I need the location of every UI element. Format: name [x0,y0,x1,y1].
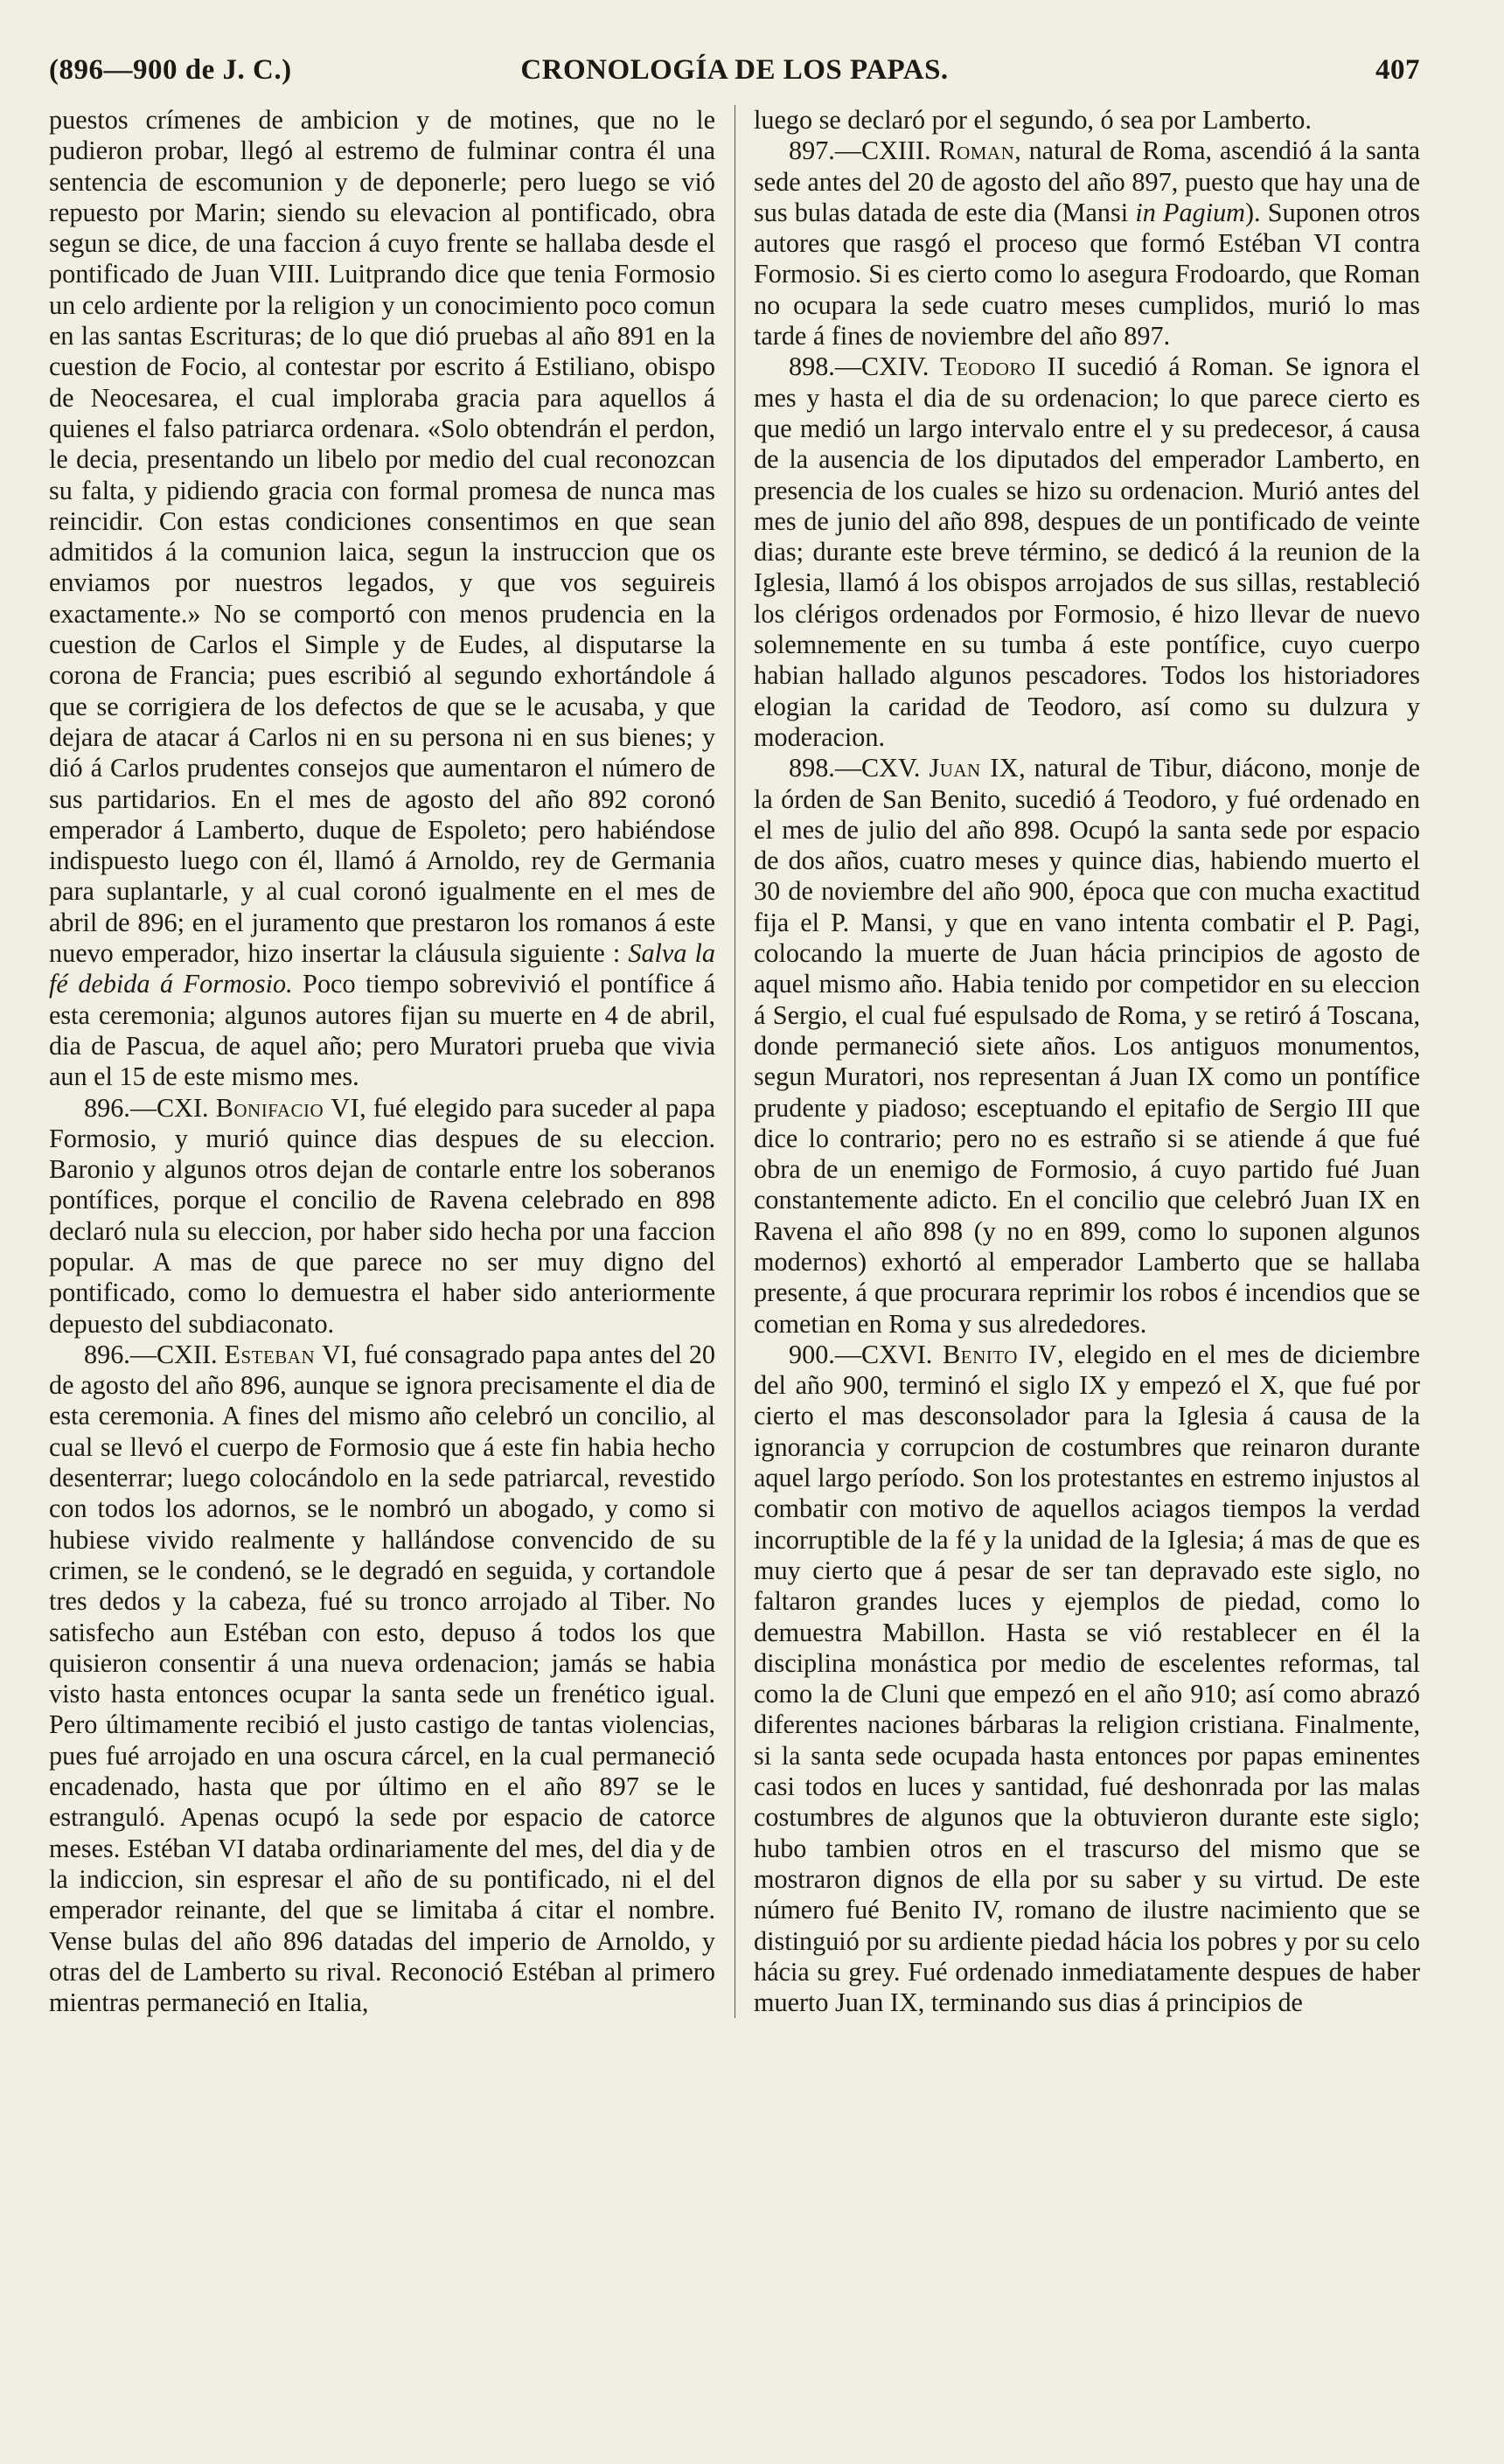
entry-juan-ix: 898.—CXV. Juan IX, natural de Tibur, diácono, monje de la órden de San Benito, sucedió á Teodoro, y fué ordenado en el mes de julio del año 898. Ocupó la santa sede por espacio de dos años, cuatro meses y quince dias, habiendo muerto el 30 de noviembre del año 900, época que con mucha exactitud fija el P. Mansi, y que en vano intenta combatir el P. Pagi, colocando la muerte de Juan hácia principios de agosto de aquel mismo año. Habia tenido por competidor en su eleccion á Sergio, el cual fué espulsado de Roma, y se retiró á Toscana, donde permaneció siete años. Los antiguos monumentos, segun Muratori, nos representan á Juan IX como un pontífice prudente y piadoso; esceptuando el epitafio de Sergio III que dice lo contrario; pero no es estraño si se atiende á que fué obra de un enemigo de Formosio, á cuyo partido fué Juan constantemente adicto. En el concilio que celebró Juan IX en Ravena el año 898 (y no en 899, como lo suponen algunos modernos) exhortó al emperador Lamberto que se hallaba presente, á que procurara reprimir los robos é incendios que se cometian en Roma y sus alrededores. [754,753,1421,1339]
header-title: CRONOLOGÍA DE LOS PAPAS. [520,54,949,86]
entry-roman: 897.—CXIII. Roman, natural de Roma, ascendió á la santa sede antes del 20 de agosto del año 897, puesto que hay una de sus bulas datada de este dia (Mansi in Pagium). Suponen otros autores que rasgó el proceso que formó Estéban VI contra Formosio. Si es cierto como lo asegura Frodoardo, que Roman no ocupara la sede cuatro meses cumplidos, murió lo mas tarde á fines de noviembre del año 897. [754,136,1421,352]
pope-name: Bonifacio VI [215,1092,360,1123]
text-columns [49,105,1420,2018]
entry-teodoro-ii: 898.—CXIV. Teodoro II sucedió á Roman. Se ignora el mes y hasta el dia de su ordenacion; lo que parece cierto es que medió un largo intervalo entre el y su predecesor, á causa de la ausencia de los diputados del emperador Lamberto, en presencia de los cuales se hizo su ordenacion. Murió antes del mes de junio del año 898, despues de un pontificado de veinte dias; durante este breve término, se dedicó á la reunion de la Iglesia, llamó á los obispos arrojados de sus sillas, restableció los clérigos ordenados por Formosio, é hizo llevar de nuevo solemnemente en su tumba á este pontífice, cuyo cuerpo habian hallado algunos pescadores. Todos los historiadores elogian la caridad de Teodoro, así como su dulzura y moderacion. [754,352,1420,752]
pope-name: Teodoro II [940,352,1066,382]
paragraph-formosio: puestos crímenes de ambicion y de motines, que no le pudieron probar, llegó al estremo de fulminar contra él una sentencia de escomunion y de deponerle; pero luego se vió repuesto por Marin; siendo su elevacion al pontificado, obra segun se dice, de una faccion á cuyo frente se hallaba desde el pontificado de Juan VIII. Luitprando dice que tenia Formosio un celo ardiente por la religion y un conocimiento poco comun en las santas Escrituras; de lo que dió pruebas al año 891 en la cuestion de Focio, al contestar por escrito á Estiliano, obispo de Neocesarea, el cual imploraba gracia para aquellos á quienes el falso patriarca ordenara. «Solo obtendrán el perdon, le decia, presentando un libelo por medio del cual reconozcan su falta, y pidiendo gracia con formal promesa de nunca mas reincidir. Con estas condiciones consentimos en que sean admitidos á la comunion laica, segun la instruccion que os enviamos por nuestros legados, y que vos seguireis exactamente.» No se comportó con menos prudencia en la cuestion de Carlos el Simple y de Eudes, al disputarse la corona de Francia; pues escribió al segundo exhortándole á que se corrigiera de los defectos de que se le acusaba, y que dejara de atacar á Carlos ni en su persona ni en sus bienes; y dió á Carlos prudentes consejos que aumentaron el número de sus partidarios. En el mes de agosto del año 892 coronó emperador á Lamberto, duque de Espoleto; pero habiéndose indispuesto luego con él, llamó á Arnoldo, rey de Germania para suplantarle, y al cual coronó igualmente en el mes de abril de 896; en el juramento que prestaron los romanos á este nuevo emperador, hizo insertar la cláusula siguiente : Salva la fé debida á Formosio. Poco tiempo sobrevivió el pontífice á esta ceremonia; algunos autores fijan su muerte en 4 de abril, dia de Pascua, de aquel año; pero Muratori prueba que vivia aun el 15 de este mismo mes. [49,105,716,1092]
left-column [49,105,715,2018]
pope-name: Esteban VI [224,1339,351,1369]
pope-name: Benito IV [943,1339,1057,1369]
entry-esteban-vi: 896.—CXII. Esteban VI, fué consagrado papa antes del 20 de agosto del año 896, aunque se ignora precisamente el dia de esta ceremonia. A fines del mismo año celebró un concilio, al cual se llevó el cuerpo de Formosio que á este fin habia hecho desenterrar; luego colocándolo en la sede patriarcal, revestido con todos los adornos, se le nombró un abogado, y como si hubiese vivido realmente y hallándose convencido de su crimen, se le condenó, se le degradó en seguida, y cortandole tres dedos y la cabeza, fué su tronco arrojado al Tiber. No satisfecho aun Estéban con esto, depuso á todos los que quisieron consentir á una nueva ordenacion; jamás se habia visto hasta entonces ocupar la santa sede un frenético igual. Pero últimamente recibió el justo castigo de tantas violencias, pues fué arrojado en una oscura cárcel, en la cual permaneció encadenado, hasta que por último en el año 897 se le estranguló. Apenas ocupó la sede por espacio de catorce meses. Estéban VI databa ordinariamente del mes, del dia y de la indiccion, sin espresar el año de su pontificado, ni el del emperador reinante, del que se limitaba á citar el nombre. Vense bulas del año 896 datadas del imperio de Arnoldo, y otras del de Lamberto su rival. Reconoció Estéban al primero mientras permaneció en Italia, [49,1339,716,2018]
page-number: 407 [1375,54,1420,86]
right-column [754,105,1420,2018]
paragraph-continuation: luego se declaró por el segundo, ó sea por Lamberto. [754,105,1312,135]
running-header [49,54,1420,100]
pope-name: Roman [938,136,1015,166]
header-date-range: (896—900 de J. C.) [49,54,292,86]
entry-benito-iv: 900.—CXVI. Benito IV, elegido en el mes de diciembre del año 900, terminó el siglo IX y empezó el X, que fué por cierto el mas desconsolador para la Iglesia á causa de la ignorancia y corrupcion de costumbres que reinaron durante aquel largo período. Son los protestantes en estremo injustos al combatir con motivo de aquellos aciagos tiempos la verdad incorruptible de la fé y la unidad de la Iglesia; á mas de que es muy cierto que á pesar de ser tan depravado este siglo, no faltaron grandes luces y ejemplos de piedad, como lo demuestra Mabillon. Hasta se vió restablecer en él la disciplina monástica por medio de escelentes reformas, tal como la de Cluni que empezó en el año 910; así como abrazó diferentes naciones bárbaras la religion cristiana. Finalmente, si la santa sede ocupada hasta entonces por papas eminentes casi todos en luces y santidad, fué deshonrada por las malas costumbres de algunos que la obtuvieron durante este siglo; hubo tambien otros en el trascurso del mismo que se mostraron dignos de ella por su saber y su virtud. De este número fué Benito IV, romano de ilustre nacimiento que se distinguió por su ardiente piedad hácia los pobres y por su celo hácia su grey. Fué ordenado inmediatamente despues de haber muerto Juan IX, terminando sus dias á principios de [754,1339,1421,2018]
entry-bonifacio-vi: 896.—CXI. Bonifacio VI, fué elegido para suceder al papa Formosio, y murió quince dias despues de su eleccion. Baronio y algunos otros dejan de contarle entre los soberanos pontífices, porque el concilio de Ravena celebrado en 898 declaró nula su eleccion, por haber sido hecha por una faccion popular. A mas de que parece no ser muy digno del pontificado, como lo demuestra el haber sido anteriormente depuesto del subdiaconato. [49,1092,715,1339]
pope-name: Juan IX [929,753,1020,783]
